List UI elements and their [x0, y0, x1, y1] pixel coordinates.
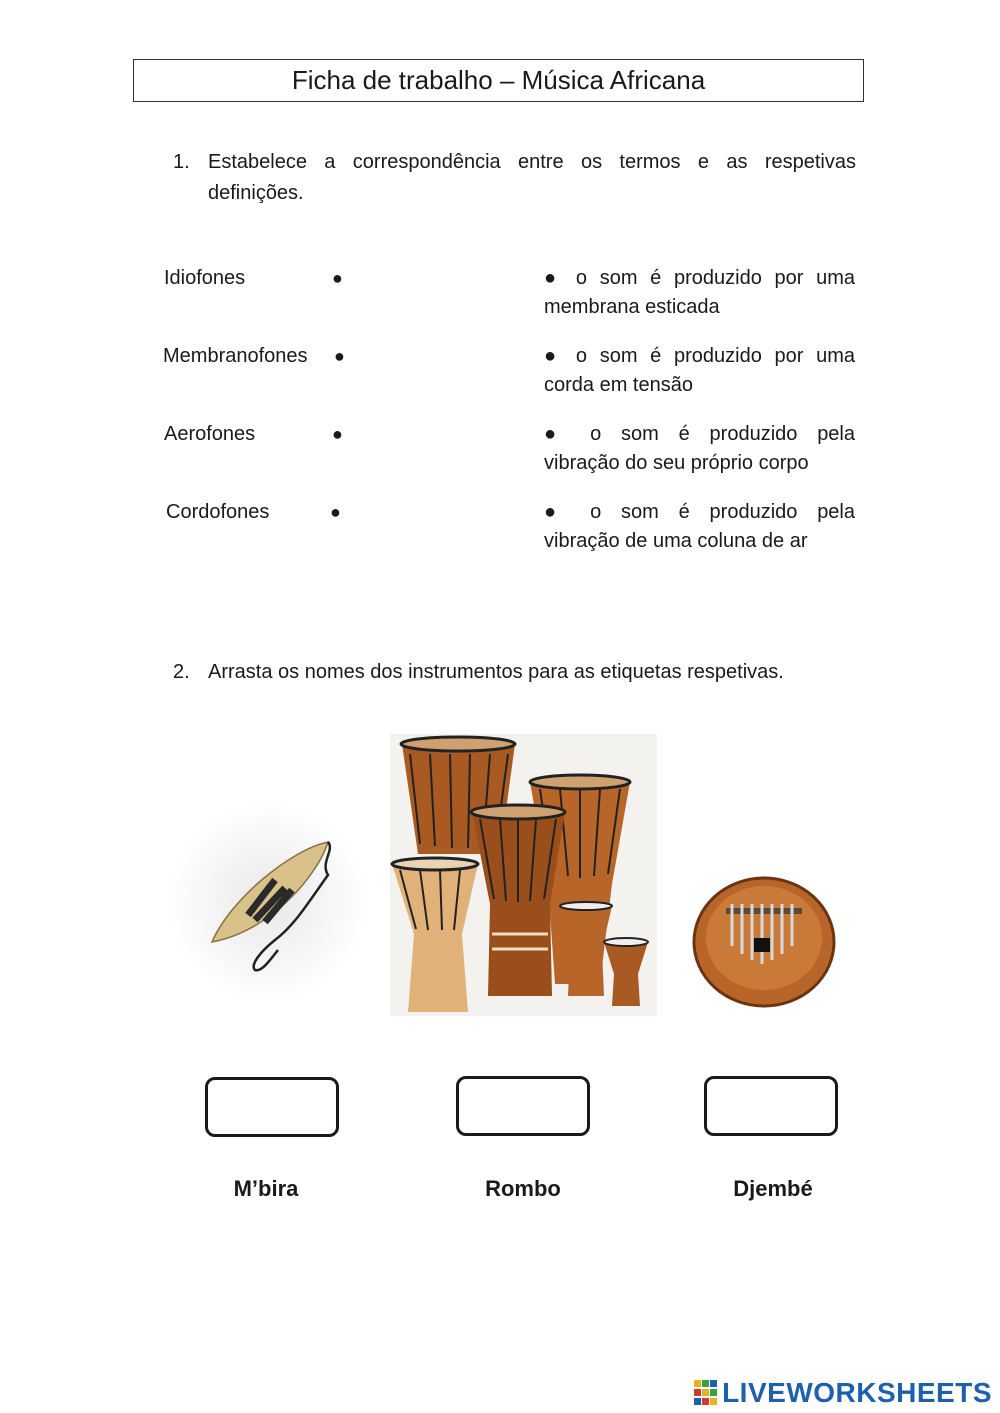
- term-idiofones: Idiofones: [164, 267, 246, 289]
- term-cordofones: Cordofones: [166, 501, 270, 523]
- definition-4[interactable]: [544, 498, 855, 556]
- definition-3-line2: vibração do seu próprio corpo: [544, 452, 809, 474]
- answer-box-3[interactable]: [704, 1076, 838, 1136]
- page-title: Ficha de trabalho – Música Africana: [133, 59, 864, 102]
- definition-2-line1: ● o som é produzido por uma: [544, 345, 855, 367]
- answer-box-2[interactable]: [456, 1076, 590, 1136]
- definition-1-line2: membrana esticada: [544, 296, 720, 318]
- definition-1-line1: ● o som é produzido por uma: [544, 267, 855, 289]
- instrument-name-mbira[interactable]: M’bira: [233, 1176, 299, 1201]
- question-1-text: Estabelece a correspondência entre os termos e as respetivas definições.: [208, 151, 856, 204]
- term-idiofones-dot[interactable]: ●: [332, 268, 343, 288]
- term-membranofones-dot[interactable]: ●: [334, 346, 345, 366]
- definition-4-line1: ● o som é produzido pela: [544, 501, 855, 523]
- instrument-name-rombo[interactable]: Rombo: [485, 1176, 561, 1201]
- question-1-number: 1.: [173, 151, 190, 173]
- definition-2[interactable]: [544, 342, 855, 400]
- term-aerofones: Aerofones: [164, 423, 256, 445]
- djembe-image: [390, 734, 657, 1016]
- term-aerofones-dot[interactable]: ●: [332, 424, 343, 444]
- answer-box-1[interactable]: [205, 1077, 339, 1137]
- liveworksheets-brand-text: LIVEWORKSHEETS: [722, 1377, 992, 1408]
- mbira-image: [688, 868, 840, 1010]
- rombo-image: [160, 790, 375, 1015]
- question-2-text: Arrasta os nomes dos instrumentos para as etiquetas respetivas.: [208, 661, 784, 683]
- question-2-number: 2.: [173, 661, 190, 683]
- definition-4-line2: vibração de uma coluna de ar: [544, 530, 808, 552]
- mbira-soundhole: [754, 938, 770, 952]
- term-cordofones-dot[interactable]: ●: [330, 502, 341, 522]
- definition-1[interactable]: [544, 264, 855, 322]
- definition-2-line2: corda em tensão: [544, 374, 693, 396]
- definition-3-line1: ● o som é produzido pela: [544, 423, 855, 445]
- instrument-name-djembe[interactable]: Djembé: [733, 1176, 813, 1201]
- liveworksheets-logo: [694, 1377, 992, 1409]
- definition-3[interactable]: [544, 420, 855, 478]
- liveworksheets-icon: [694, 1380, 718, 1406]
- term-membranofones: Membranofones: [163, 345, 308, 367]
